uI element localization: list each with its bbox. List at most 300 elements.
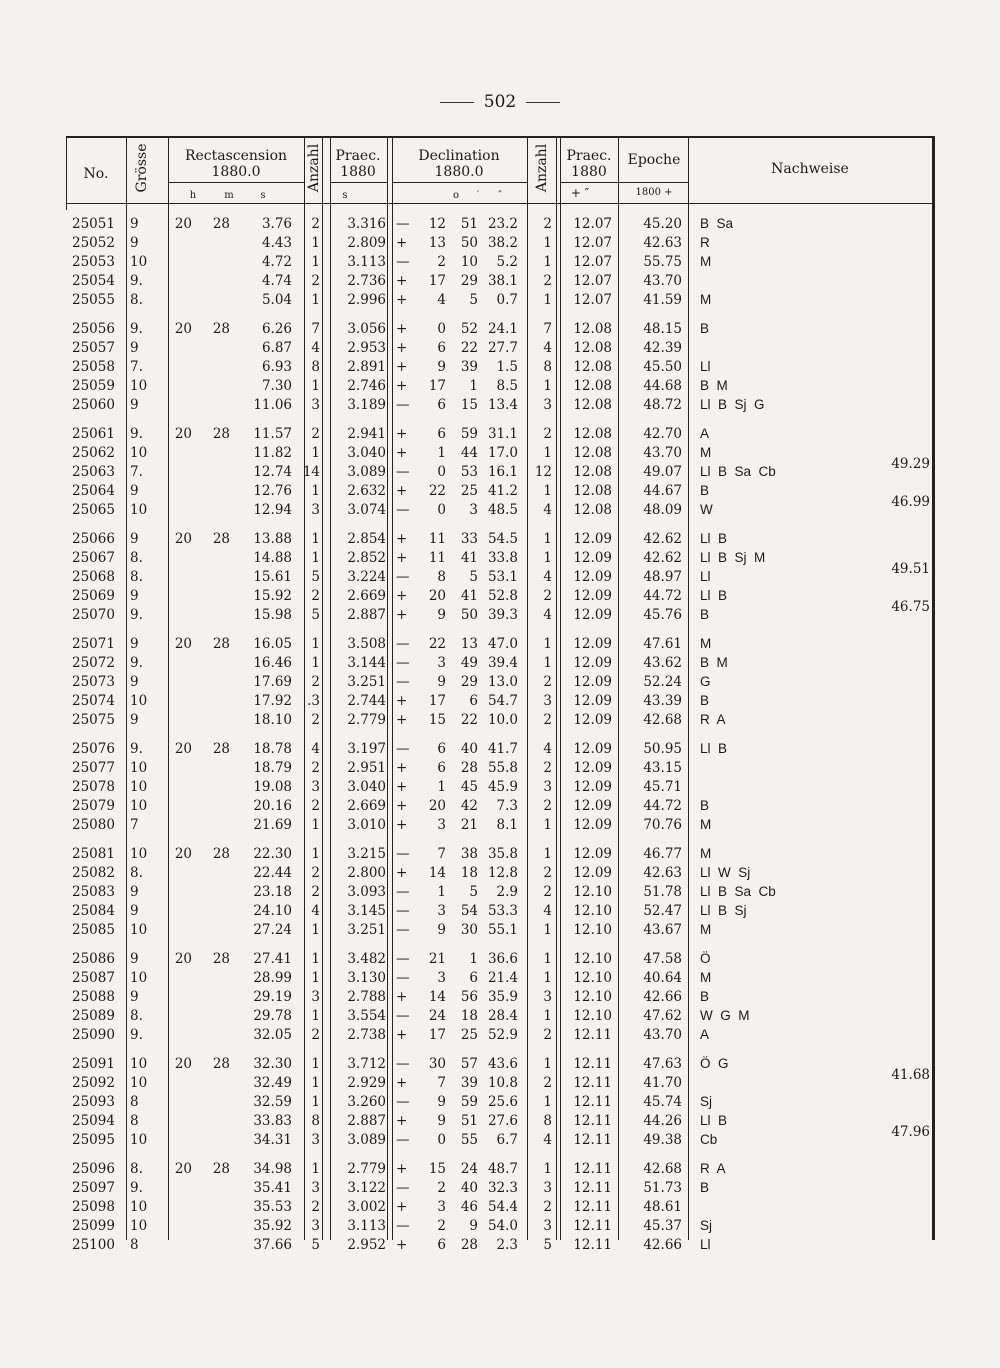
decl-sign: —: [396, 1217, 410, 1234]
count-ra: 8: [311, 1112, 320, 1129]
decl-minutes: 56: [460, 988, 478, 1005]
decl-minutes: 13: [460, 636, 478, 652]
count-decl: 4: [543, 741, 552, 757]
ra-seconds: 4.43: [261, 234, 292, 251]
epoch: 44.72: [643, 587, 682, 604]
row-rule: [392, 182, 527, 183]
precession-ra: 3.040: [347, 778, 386, 795]
precession-decl: 12.07: [573, 253, 612, 270]
precession-decl: 12.11: [573, 1056, 612, 1072]
ra-minutes: 28: [212, 426, 230, 442]
star-number: 25057: [72, 339, 115, 356]
count-decl: 4: [543, 606, 552, 623]
decl-minutes: 51: [460, 1112, 478, 1129]
decl-degrees: 6: [437, 1236, 446, 1253]
star-number: 25079: [72, 797, 115, 814]
star-number: 25099: [72, 1217, 115, 1234]
magnitude: 8.: [130, 291, 143, 308]
decl-seconds: 41.7: [487, 741, 518, 757]
decl-sign: +: [396, 988, 408, 1005]
references: B: [700, 321, 710, 336]
count-ra: 1: [311, 969, 320, 986]
count-decl: 1: [543, 234, 552, 251]
decl-seconds: 54.4: [487, 1198, 518, 1215]
header-decl-sec: ″: [498, 190, 502, 201]
page-number-line: [0, 92, 1000, 112]
decl-minutes: 39: [460, 1074, 478, 1091]
ra-seconds: 34.31: [253, 1131, 292, 1148]
ra-hours: 20: [174, 636, 192, 652]
decl-degrees: 11: [428, 549, 446, 566]
precession-ra: 2.854: [347, 531, 386, 547]
header-praec-1-unit: s: [342, 190, 348, 201]
ra-seconds: 12.74: [253, 463, 292, 480]
count-ra: 1: [311, 846, 320, 862]
decl-degrees: 2: [437, 253, 446, 270]
ra-minutes: 28: [212, 321, 230, 337]
decl-minutes: 18: [460, 1007, 478, 1024]
star-number: 25090: [72, 1026, 115, 1043]
decl-degrees: 12: [428, 216, 446, 232]
decl-seconds: 48.5: [487, 501, 518, 518]
magnitude: 9.: [130, 272, 143, 289]
decl-degrees: 30: [428, 1056, 446, 1072]
decl-sign: +: [396, 692, 408, 709]
ra-hours: 20: [174, 531, 192, 547]
header-decl-deg: o: [452, 190, 460, 201]
references: M: [700, 969, 712, 985]
star-number: 25066: [72, 531, 115, 547]
decl-seconds: 24.1: [487, 321, 518, 337]
decl-seconds: 2.3: [496, 1236, 518, 1253]
star-number: 25091: [72, 1056, 115, 1072]
precession-ra: 3.002: [347, 1198, 386, 1215]
star-number: 25075: [72, 711, 115, 728]
ra-minutes: 28: [212, 1056, 230, 1072]
star-number: 25081: [72, 846, 115, 862]
magnitude: 8.: [130, 864, 143, 881]
ra-seconds: 18.10: [253, 711, 292, 728]
magnitude: 9: [130, 988, 139, 1005]
star-number: 25084: [72, 902, 115, 919]
references: A: [700, 1026, 710, 1042]
decl-seconds: 8.1: [496, 816, 518, 833]
magnitude: 9.: [130, 321, 143, 337]
decl-minutes: 1: [469, 377, 478, 394]
count-decl: 1: [543, 1161, 552, 1177]
decl-seconds: 10.8: [487, 1074, 518, 1091]
magnitude: 9: [130, 636, 139, 652]
precession-ra: 3.712: [347, 1056, 386, 1072]
precession-ra: 3.144: [347, 654, 386, 671]
star-number: 25073: [72, 673, 115, 690]
precession-decl: 12.10: [573, 902, 612, 919]
precession-decl: 12.09: [573, 549, 612, 566]
decl-minutes: 30: [460, 921, 478, 938]
precession-decl: 12.10: [573, 883, 612, 900]
precession-ra: 3.189: [347, 396, 386, 413]
precession-decl: 12.08: [573, 463, 612, 480]
count-decl: 1: [543, 636, 552, 652]
decl-sign: +: [396, 549, 408, 566]
count-ra: 1: [311, 1074, 320, 1091]
count-decl: 2: [543, 1198, 552, 1215]
decl-seconds: 32.3: [487, 1179, 518, 1196]
ra-seconds: 32.49: [253, 1074, 292, 1091]
epoch: 42.62: [643, 549, 682, 566]
ra-seconds: 5.04: [261, 291, 292, 308]
star-number: 25068: [72, 568, 115, 585]
epoch: 40.64: [643, 969, 682, 986]
references: B: [700, 988, 710, 1004]
count-ra: 2: [311, 673, 320, 690]
count-decl: 1: [543, 1056, 552, 1072]
precession-decl: 12.11: [573, 1131, 612, 1148]
decl-sign: +: [396, 358, 408, 375]
star-number: 25080: [72, 816, 115, 833]
decl-minutes: 15: [460, 396, 478, 413]
dash-left: [440, 102, 474, 103]
references: M: [700, 444, 712, 460]
decl-minutes: 3: [469, 501, 478, 518]
decl-minutes: 29: [460, 272, 478, 289]
dash-right: [526, 102, 560, 103]
star-number: 25061: [72, 426, 115, 442]
epoch: 42.68: [643, 711, 682, 728]
count-decl: 3: [543, 396, 552, 413]
header-ra-epoch: 1880.0: [211, 164, 261, 180]
column-rule: [322, 136, 323, 1240]
precession-ra: 3.224: [347, 568, 386, 585]
decl-seconds: 54.0: [487, 1217, 518, 1234]
decl-seconds: 23.2: [487, 216, 518, 232]
precession-decl: 12.07: [573, 216, 612, 232]
count-ra: 2: [311, 864, 320, 881]
count-ra: 4: [311, 902, 320, 919]
decl-degrees: 11: [428, 531, 446, 547]
header-declination: Declination: [418, 148, 500, 164]
row-rule: [560, 182, 618, 183]
epoch: 41.59: [643, 291, 682, 308]
decl-minutes: 57: [460, 1056, 478, 1072]
decl-seconds: 6.7: [496, 1131, 518, 1148]
ra-hours: 20: [174, 846, 192, 862]
decl-seconds: 41.2: [487, 482, 518, 499]
decl-seconds: 55.1: [487, 921, 518, 938]
ra-seconds: 32.05: [253, 1026, 292, 1043]
precession-ra: 2.996: [347, 291, 386, 308]
ra-hours: 20: [174, 426, 192, 442]
count-ra: 2: [311, 426, 320, 442]
star-number: 25086: [72, 951, 115, 967]
count-decl: 2: [543, 216, 552, 232]
count-ra: 1: [311, 1161, 320, 1177]
decl-minutes: 51: [460, 216, 478, 232]
decl-seconds: 54.7: [487, 692, 518, 709]
decl-degrees: 24: [428, 1007, 446, 1024]
epoch: 47.62: [643, 1007, 682, 1024]
star-number: 25085: [72, 921, 115, 938]
magnitude: 8.: [130, 1161, 143, 1177]
ra-seconds: 35.41: [253, 1179, 292, 1196]
references: M: [700, 816, 712, 832]
row-rule: [330, 182, 387, 183]
decl-degrees: 1: [437, 883, 446, 900]
star-number: 25095: [72, 1131, 115, 1148]
decl-seconds: 39.3: [487, 606, 518, 623]
magnitude: 8: [130, 1093, 139, 1110]
decl-minutes: 25: [460, 482, 478, 499]
decl-sign: +: [396, 1198, 408, 1215]
references: Ll: [700, 568, 711, 584]
count-decl: 5: [543, 1236, 552, 1253]
references: Cb: [700, 1131, 718, 1147]
decl-sign: +: [396, 272, 408, 289]
count-decl: 1: [543, 654, 552, 671]
count-ra: 3: [311, 1217, 320, 1234]
count-ra: 1: [311, 291, 320, 308]
extra-epoch: 41.68: [891, 1066, 930, 1083]
magnitude: 10: [130, 1074, 148, 1091]
ra-seconds: 15.98: [253, 606, 292, 623]
ra-seconds: 24.10: [253, 902, 292, 919]
count-decl: 4: [543, 902, 552, 919]
references: Ö: [700, 951, 711, 966]
ra-seconds: 27.41: [253, 951, 292, 967]
decl-degrees: 21: [428, 951, 446, 967]
epoch: 70.76: [643, 816, 682, 833]
epoch: 42.62: [643, 531, 682, 547]
decl-seconds: 25.6: [487, 1093, 518, 1110]
count-ra: 2: [311, 587, 320, 604]
magnitude: 10: [130, 377, 148, 394]
references: Ll: [700, 358, 711, 374]
count-ra: 14: [302, 463, 320, 480]
magnitude: 7: [130, 816, 139, 833]
precession-ra: 2.738: [347, 1026, 386, 1043]
precession-decl: 12.09: [573, 587, 612, 604]
ra-hours: 20: [174, 951, 192, 967]
ra-seconds: 22.44: [253, 864, 292, 881]
star-number: 25062: [72, 444, 115, 461]
precession-ra: 3.145: [347, 902, 386, 919]
decl-degrees: 3: [437, 902, 446, 919]
count-decl: 8: [543, 358, 552, 375]
decl-minutes: 59: [460, 1093, 478, 1110]
references: W: [700, 501, 713, 517]
header-praec-2-year: 1880: [571, 164, 607, 180]
ra-minutes: 28: [212, 846, 230, 862]
decl-minutes: 49: [460, 654, 478, 671]
count-decl: 2: [543, 426, 552, 442]
magnitude: 10: [130, 444, 148, 461]
count-ra: 3: [311, 1179, 320, 1196]
decl-minutes: 28: [460, 759, 478, 776]
references: M: [700, 921, 712, 937]
epoch: 42.66: [643, 988, 682, 1005]
epoch: 48.15: [643, 321, 682, 337]
precession-decl: 12.11: [573, 1026, 612, 1043]
column-rule: [556, 136, 557, 1240]
precession-ra: 2.788: [347, 988, 386, 1005]
decl-sign: +: [396, 759, 408, 776]
decl-seconds: 47.0: [487, 636, 518, 652]
count-ra: .3: [307, 692, 320, 709]
decl-minutes: 44: [460, 444, 478, 461]
epoch: 49.38: [643, 1131, 682, 1148]
magnitude: 10: [130, 1217, 148, 1234]
references: Ll B: [700, 741, 728, 756]
references: M: [700, 253, 712, 269]
decl-minutes: 46: [460, 1198, 478, 1215]
decl-sign: +: [396, 778, 408, 795]
decl-minutes: 40: [460, 1179, 478, 1196]
decl-sign: +: [396, 377, 408, 394]
decl-seconds: 35.8: [487, 846, 518, 862]
references: Sj: [700, 1093, 713, 1109]
ra-hours: 20: [174, 1161, 192, 1177]
references: W G M: [700, 1007, 750, 1023]
star-number: 25051: [72, 216, 115, 232]
count-decl: 12: [534, 463, 552, 480]
extra-epoch: 46.99: [891, 493, 930, 510]
star-number: 25078: [72, 778, 115, 795]
precession-decl: 12.07: [573, 272, 612, 289]
count-ra: 2: [311, 797, 320, 814]
star-number: 25083: [72, 883, 115, 900]
decl-minutes: 18: [460, 864, 478, 881]
count-ra: 5: [311, 606, 320, 623]
count-ra: 2: [311, 1026, 320, 1043]
decl-minutes: 1: [469, 951, 478, 967]
count-ra: 3: [311, 501, 320, 518]
decl-degrees: 9: [437, 358, 446, 375]
count-ra: 1: [311, 951, 320, 967]
epoch: 47.63: [643, 1056, 682, 1072]
precession-decl: 12.09: [573, 636, 612, 652]
precession-ra: 2.746: [347, 377, 386, 394]
count-ra: 1: [311, 921, 320, 938]
star-number: 25052: [72, 234, 115, 251]
precession-decl: 12.08: [573, 321, 612, 337]
precession-ra: 2.929: [347, 1074, 386, 1091]
epoch: 41.70: [643, 1074, 682, 1091]
references: M: [700, 636, 712, 651]
extra-epoch: 47.96: [891, 1123, 930, 1140]
magnitude: 9: [130, 339, 139, 356]
count-ra: 1: [311, 816, 320, 833]
precession-ra: 2.809: [347, 234, 386, 251]
precession-ra: 3.554: [347, 1007, 386, 1024]
decl-seconds: 13.4: [487, 396, 518, 413]
precession-ra: 2.852: [347, 549, 386, 566]
precession-decl: 12.09: [573, 864, 612, 881]
magnitude: 8.: [130, 568, 143, 585]
decl-seconds: 0.7: [496, 291, 518, 308]
decl-sign: —: [396, 1179, 410, 1196]
epoch: 44.67: [643, 482, 682, 499]
count-decl: 3: [543, 778, 552, 795]
decl-sign: +: [396, 1161, 408, 1177]
column-rule: [168, 136, 169, 1240]
decl-degrees: 3: [437, 969, 446, 986]
count-ra: 5: [311, 568, 320, 585]
decl-degrees: 14: [428, 988, 446, 1005]
row-rule: [168, 182, 304, 183]
precession-ra: 3.056: [347, 321, 386, 337]
precession-decl: 12.08: [573, 482, 612, 499]
extra-epoch: 46.75: [891, 598, 930, 615]
decl-minutes: 38: [460, 846, 478, 862]
precession-decl: 12.08: [573, 444, 612, 461]
ra-hours: 20: [174, 1056, 192, 1072]
epoch: 43.15: [643, 759, 682, 776]
count-ra: 2: [311, 216, 320, 232]
magnitude: 9.: [130, 426, 143, 442]
decl-sign: —: [396, 846, 410, 862]
ra-seconds: 11.06: [253, 396, 292, 413]
decl-seconds: 54.5: [487, 531, 518, 547]
decl-seconds: 39.4: [487, 654, 518, 671]
epoch: 45.50: [643, 358, 682, 375]
precession-decl: 12.09: [573, 711, 612, 728]
decl-sign: +: [396, 606, 408, 623]
precession-ra: 3.010: [347, 816, 386, 833]
extra-epoch: 49.51: [891, 560, 930, 577]
decl-degrees: 3: [437, 654, 446, 671]
decl-degrees: 0: [437, 501, 446, 518]
references: Sj: [700, 1217, 713, 1233]
column-rule: [688, 136, 689, 1240]
decl-seconds: 31.1: [487, 426, 518, 442]
decl-degrees: 20: [428, 797, 446, 814]
epoch: 48.61: [643, 1198, 682, 1215]
ra-seconds: 20.16: [253, 797, 292, 814]
column-rule: [618, 136, 619, 1240]
precession-decl: 12.11: [573, 1217, 612, 1234]
decl-seconds: 53.3: [487, 902, 518, 919]
count-ra: 1: [311, 444, 320, 461]
column-rule: [932, 136, 934, 1240]
decl-degrees: 1: [437, 778, 446, 795]
decl-degrees: 3: [437, 1198, 446, 1215]
star-number: 25069: [72, 587, 115, 604]
decl-degrees: 2: [437, 1217, 446, 1234]
decl-degrees: 14: [428, 864, 446, 881]
epoch: 42.70: [643, 426, 682, 442]
count-ra: 1: [311, 636, 320, 652]
decl-sign: +: [396, 531, 408, 547]
decl-minutes: 9: [469, 1217, 478, 1234]
magnitude: 10: [130, 969, 148, 986]
count-decl: 3: [543, 988, 552, 1005]
decl-minutes: 41: [460, 587, 478, 604]
precession-decl: 12.10: [573, 921, 612, 938]
header-nachweise: Nachweise: [771, 161, 849, 177]
count-decl: 1: [543, 969, 552, 986]
references: B: [700, 1179, 710, 1195]
count-ra: 1: [311, 253, 320, 270]
header-epoche: Epoche: [627, 152, 681, 168]
precession-ra: 2.744: [347, 692, 386, 709]
star-number: 25096: [72, 1161, 115, 1177]
star-number: 25053: [72, 253, 115, 270]
ra-seconds: 11.57: [253, 426, 292, 442]
ra-seconds: 19.08: [253, 778, 292, 795]
ra-seconds: 15.61: [253, 568, 292, 585]
epoch: 44.26: [643, 1112, 682, 1129]
precession-decl: 12.11: [573, 1074, 612, 1091]
